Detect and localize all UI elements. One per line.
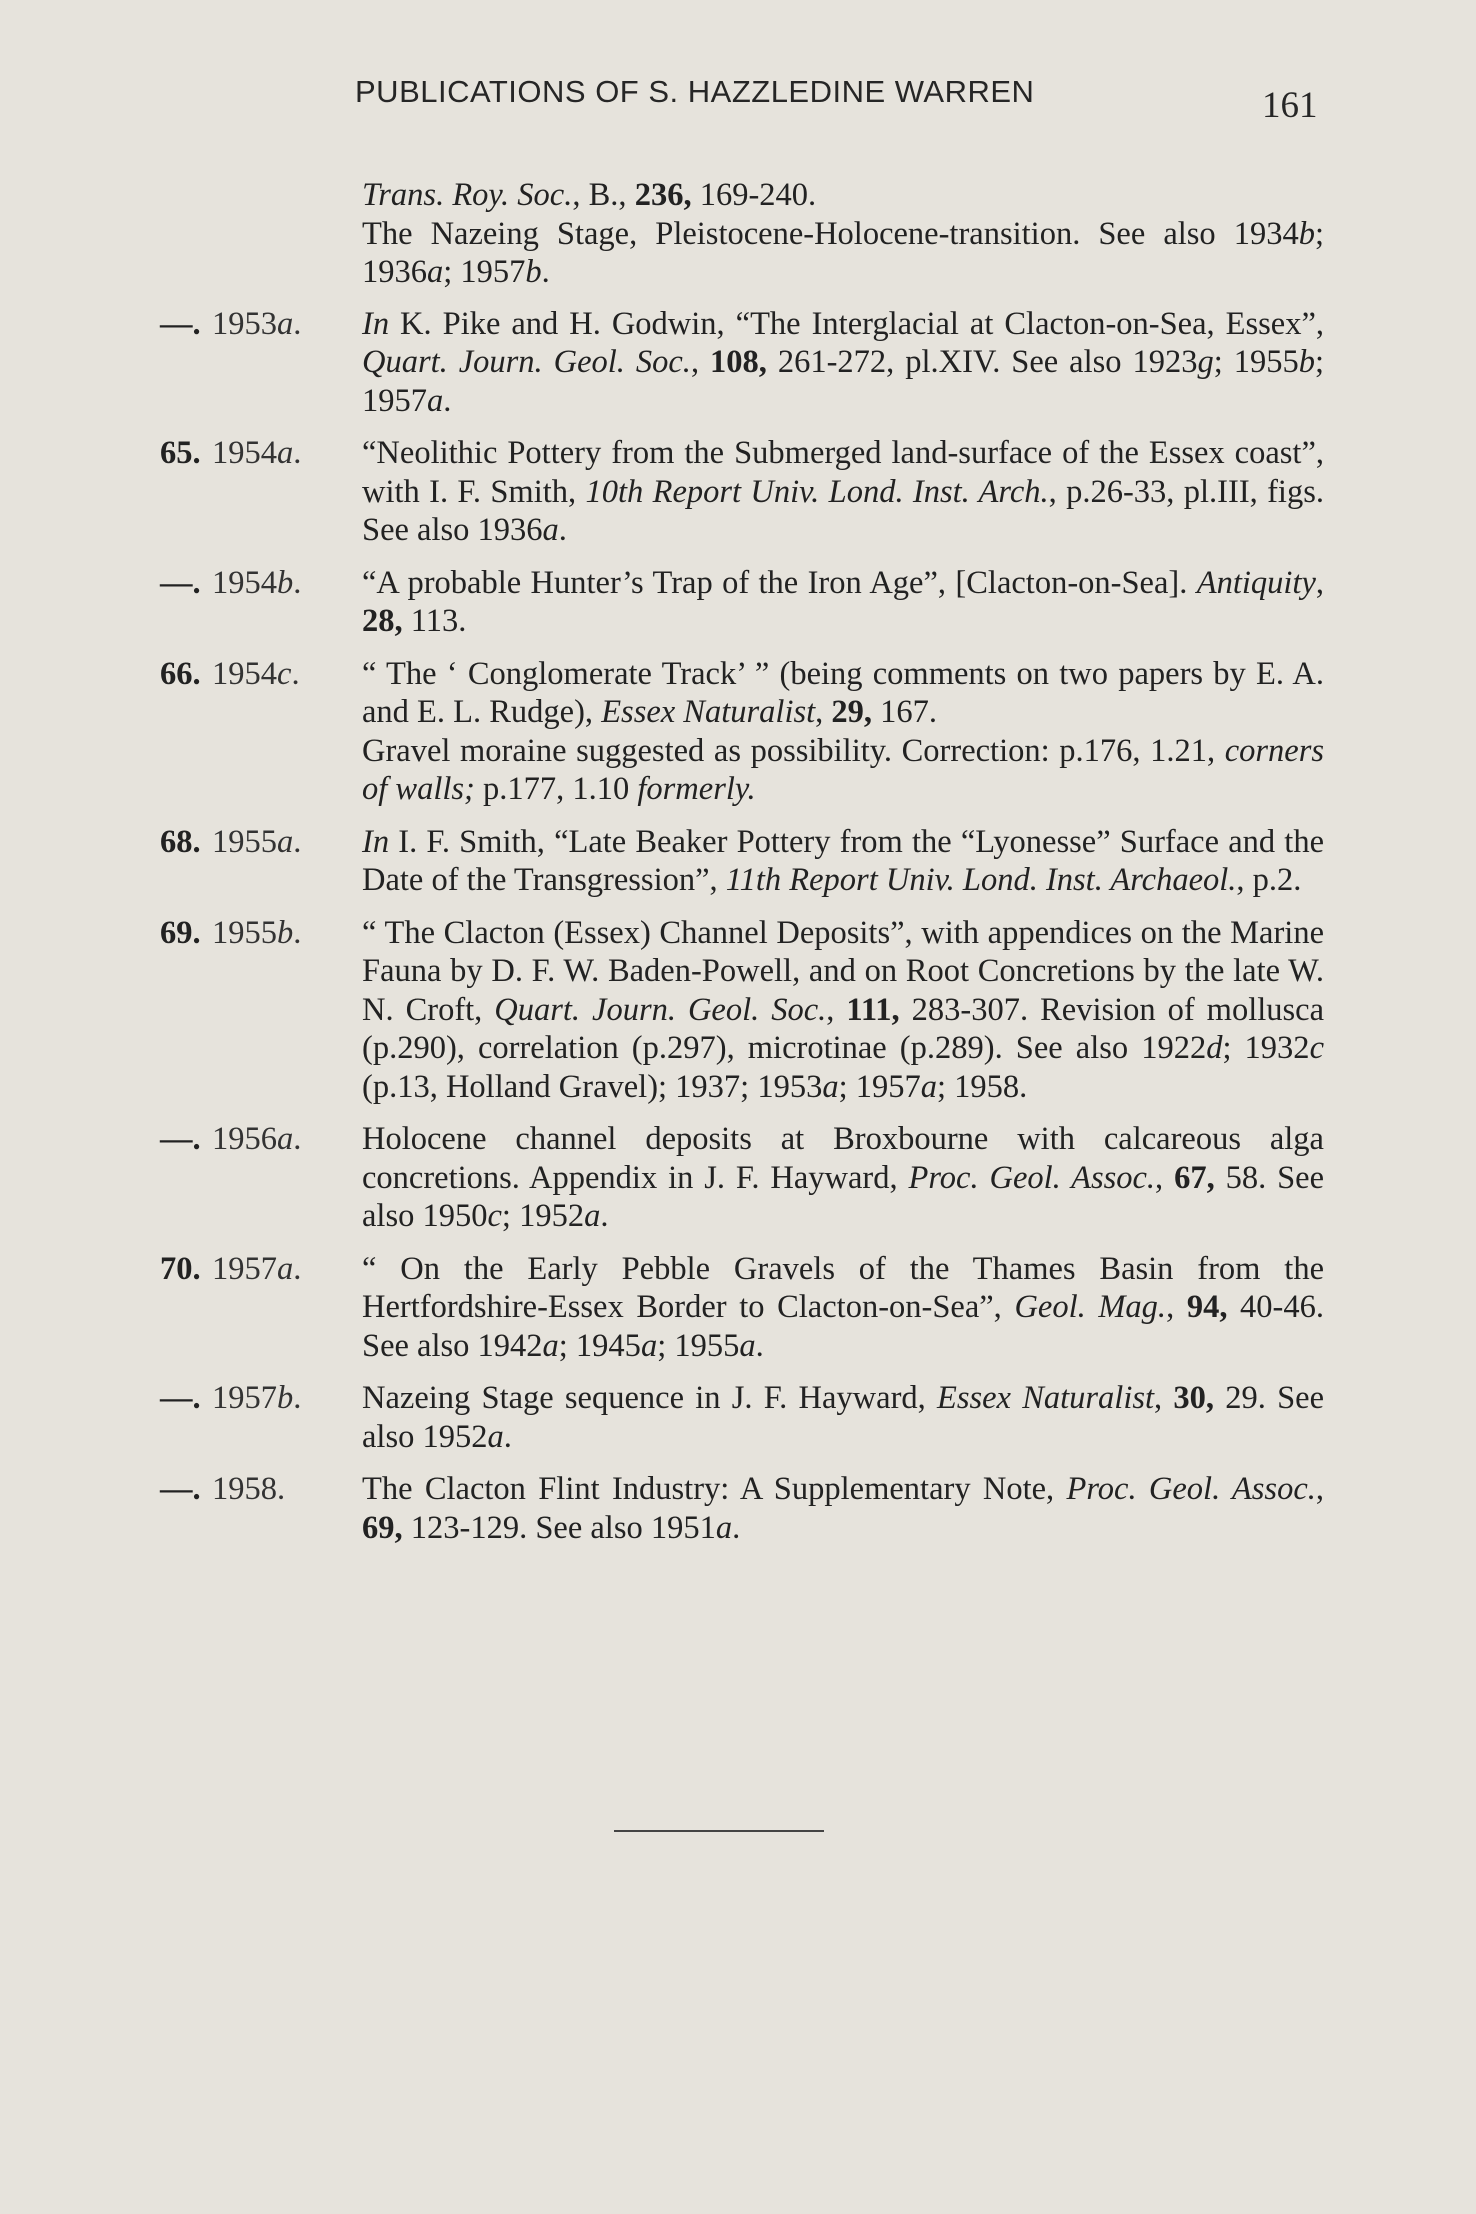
entry-year: 1956a.: [212, 1121, 302, 1157]
entry-paragraph: Gravel moraine suggested as possibility. Correction: p.176, 1.21, corners of walls; p.177, 1.10 formerly.: [362, 732, 1324, 807]
entry-paragraph: In I. F. Smith, “Late Beaker Pottery from the “Lyonesse” Surface and the Date of the Transgression”, 11th Report Univ. Lond. Inst. Archaeol., p.2.: [362, 823, 1324, 898]
entry-paragraph: Nazeing Stage sequence in J. F. Hayward, Essex Naturalist, 30, 29. See also 1952a.: [362, 1380, 1324, 1455]
bibliography-entry: [160, 1470, 1325, 1547]
entry-number: 70.: [160, 1250, 201, 1287]
bibliography-entry: [160, 176, 1325, 292]
bibliography-entry: [160, 1250, 1325, 1366]
entry-number: —.: [160, 1471, 201, 1507]
entry-text: [362, 914, 1324, 1107]
entry-paragraph: Trans. Roy. Soc., B., 236, 169-240.: [362, 177, 817, 213]
entry-year: 1954b.: [212, 564, 302, 601]
entry-year: 1957a.: [212, 1250, 302, 1287]
entry-year: 1955a.: [212, 823, 302, 860]
bibliography-entry: [160, 1379, 1325, 1456]
entry-paragraph: The Clacton Flint Industry: A Supplementary Note, Proc. Geol. Assoc., 69, 123-129. See also 1951a.: [362, 1471, 1324, 1546]
entry-year: 1954a.: [212, 435, 302, 471]
entry-text: [362, 655, 1324, 809]
entry-paragraph: “A probable Hunter’s Trap of the Iron Age”, [Clacton-on-Sea]. Antiquity, 28, 113.: [362, 564, 1324, 639]
bibliography-entry: [160, 823, 1325, 900]
bibliography-entry: [160, 564, 1325, 641]
entry-year: [212, 176, 362, 292]
entry-paragraph: “ The ‘ Conglomerate Track’ ” (being comments on two papers by E. A. and E. L. Rudge), Essex Naturalist, 29, 167.: [362, 655, 1324, 730]
bibliography-entry: [160, 1120, 1325, 1236]
bibliography-entry: [160, 914, 1325, 1107]
page-number: 161: [1262, 85, 1318, 126]
entry-text: [362, 176, 1324, 292]
entry-number: —.: [160, 1121, 201, 1157]
entry-text: [362, 1120, 1324, 1236]
entry-year: 1958.: [212, 1471, 286, 1507]
entry-year: 1957b.: [212, 1380, 302, 1416]
entry-text: [362, 564, 1324, 641]
entry-year: 1954c.: [212, 655, 300, 692]
entry-paragraph: “ On the Early Pebble Gravels of the Thames Basin from the Hertfordshire-Essex Border to Clacton-on-Sea”, Geol. Mag., 94, 40-46. See also 1942a; 1945a; 1955a.: [362, 1250, 1325, 1364]
bibliography-entry: [160, 305, 1325, 421]
entry-year: 1955b.: [212, 914, 302, 951]
entry-text: [362, 1470, 1324, 1547]
entry-number: —.: [160, 1380, 201, 1416]
entry-text: [362, 305, 1324, 421]
entry-paragraph: Holocene channel deposits at Broxbourne with calcareous alga concretions. Appendix in J. F. Hayward, Proc. Geol. Assoc., 67, 58. See also 1950c; 1952a.: [362, 1121, 1325, 1234]
entry-text: [362, 434, 1324, 550]
entry-paragraph: “Neolithic Pottery from the Submerged land-surface of the Essex coast”, with I. F. Smith, 10th Report Univ. Lond. Inst. Arch., p.26-33, pl.III, figs. See also 1936a.: [362, 435, 1324, 548]
end-rule: [614, 1830, 824, 1832]
entry-paragraph: The Nazeing Stage, Pleistocene-Holocene-transition. See also 1934b; 1936a; 1957b.: [362, 215, 1324, 290]
entry-number: 66.: [160, 655, 201, 692]
bibliography-entry: [160, 655, 1325, 809]
entry-number: —.: [160, 564, 201, 601]
entry-year: 1953a.: [212, 305, 302, 342]
bibliography-entry: [160, 434, 1325, 550]
entry-text: [362, 1379, 1324, 1456]
entry-paragraph: “ The Clacton (Essex) Channel Deposits”, with appendices on the Marine Fauna by D. F. W. Baden-Powell, and on Root Concretions by the late W. N. Croft, Quart. Journ. Geol. Soc., 111, 283-307. Revision of mollusca (p.290), correlation (p.297), microtinae (p.289). See also 1922d; 1932c (p.13, Holland Gravel); 1937; 1953a; 1957a; 1958.: [362, 914, 1325, 1105]
entry-number: [160, 176, 212, 292]
entry-number: 65.: [160, 435, 201, 471]
entry-text: [362, 1250, 1324, 1366]
entry-number: 68.: [160, 823, 201, 860]
entry-number: 69.: [160, 914, 201, 951]
entry-paragraph: In K. Pike and H. Godwin, “The Interglacial at Clacton-on-Sea, Essex”, Quart. Journ. Geol. Soc., 108, 261-272, pl.XIV. See also 1923g; 1955b; 1957a.: [362, 305, 1324, 419]
running-head: PUBLICATIONS OF S. HAZZLEDINE WARREN: [355, 74, 1035, 109]
entry-number: —.: [160, 305, 201, 342]
entry-text: [362, 823, 1324, 900]
bibliography-list: [160, 176, 1325, 1561]
